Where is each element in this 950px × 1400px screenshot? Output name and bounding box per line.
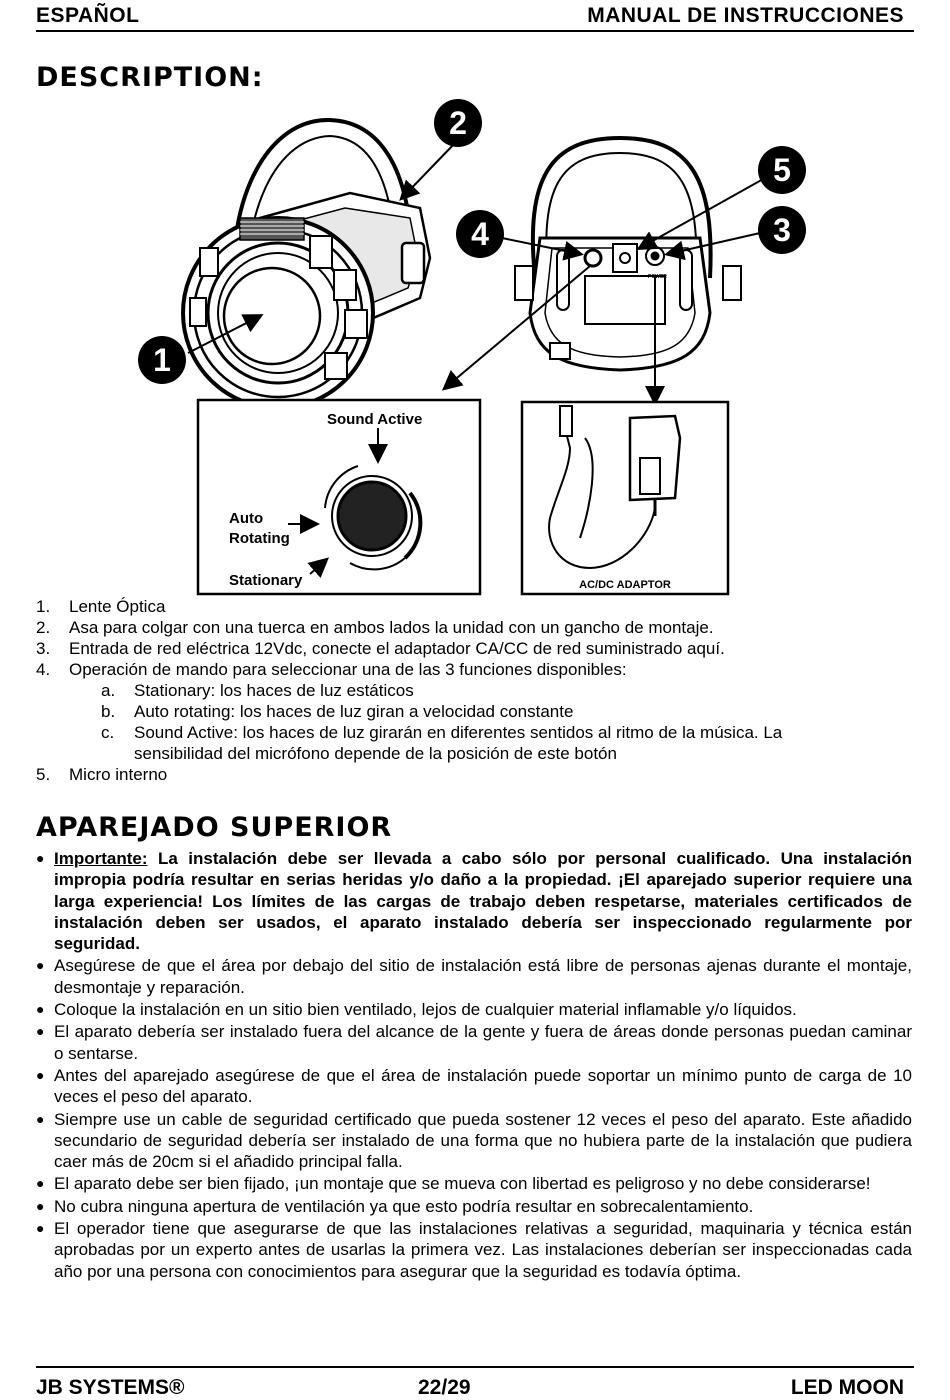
list-item: ● Siempre use un cable de seguridad certificado que pueda sostener 12 veces el peso del aparato. Este añadido secundario de seguridad debería ser instalado de una forma que no hubiera parte de la instalación que pudiera caer más de 20cm si el añadido principal falla. bbox=[36, 1109, 912, 1172]
header-manual-title: MANUAL DE INSTRUCCIONES bbox=[587, 4, 904, 27]
description-list bbox=[36, 596, 916, 785]
list-item: ● El aparato debe ser bien fijado, ¡un montaje que se mueva con libertad es peligroso y no debe considerarse! bbox=[36, 1174, 871, 1194]
important-label: Importante: bbox=[54, 849, 148, 868]
bullet-icon: ● bbox=[36, 850, 45, 866]
fixture-front-view bbox=[183, 120, 430, 408]
callout-3 bbox=[758, 206, 806, 254]
fixture-back-view bbox=[515, 138, 741, 370]
sub-list-item: c. Sound Active: los haces de luz girarán en diferentes sentidos al ritmo de la música. La sensibilidad del micrófono depende de la posición de este botón bbox=[101, 723, 783, 763]
bullet-icon: ● bbox=[36, 1023, 45, 1040]
rigging-bullets bbox=[36, 848, 912, 1283]
list-item: 4. Operación de mando para seleccionar una de las 3 funciones disponibles: bbox=[36, 660, 627, 679]
power-label: POWER bbox=[648, 274, 667, 280]
list-item: ● El aparato debería ser instalado fuera del alcance de la gente y fuera de áreas donde personas puedan caminar o sentarse. bbox=[36, 1022, 912, 1063]
sub-list-item: b. Auto rotating: los haces de luz giran a velocidad constante bbox=[101, 702, 574, 721]
list-item: ● Coloque la instalación en un sitio bien ventilado, lejos de cualquier material inflamable y/o líquidos. bbox=[36, 1000, 797, 1020]
list-item: 2. Asa para colgar con una tuerca en ambos lados la unidad con un gancho de montaje. bbox=[36, 618, 714, 637]
callout-5 bbox=[758, 146, 806, 194]
bullet-icon: ● bbox=[36, 1220, 45, 1237]
rotating-label: Rotating bbox=[229, 530, 290, 547]
page-number: 22/29 bbox=[418, 1376, 471, 1399]
bullet-icon: ● bbox=[36, 1197, 45, 1214]
stationary-label: Stationary bbox=[229, 572, 303, 589]
bullet-icon: ● bbox=[36, 1175, 45, 1192]
svg-text:1: 1 bbox=[153, 342, 171, 378]
bullet-icon: ● bbox=[36, 1110, 45, 1127]
adaptor-label: AC/DC ADAPTOR bbox=[579, 579, 671, 591]
important-bullet bbox=[36, 848, 912, 954]
footer-product: LED MOON bbox=[790, 1376, 904, 1399]
svg-text:5: 5 bbox=[773, 152, 791, 188]
svg-text:2: 2 bbox=[449, 105, 467, 141]
callout-2 bbox=[434, 99, 482, 147]
important-text: La instalación debe ser llevada a cabo sólo por personal cualificado. Una instalación impropia podría resultar en serias heridas y/o daño a la propiedad. ¡El aparejado superior requiere una larga experiencia! Los límites de las cargas de trabajo deben respetarse, materiales certificados de instalación deben ser usados, el aparato instalado debería ser inspeccionado regularmente por seguridad. bbox=[54, 849, 912, 954]
list-item: ● Antes del aparejado asegúrese de que el área de instalación puede soportar un mínimo punto de carga de 10 veces el peso del aparato. bbox=[36, 1065, 912, 1107]
list-item: 3. Entrada de red eléctrica 12Vdc, conecte el adaptador CA/CC de red suministrado aquí. bbox=[36, 639, 725, 658]
knob-panel bbox=[198, 400, 480, 594]
header-language: ESPAÑOL bbox=[36, 4, 140, 27]
sub-list-item: a. Stationary: los haces de luz estáticos bbox=[101, 681, 414, 700]
sound-active-label: Sound Active bbox=[327, 411, 423, 428]
list-item: 5. Micro interno bbox=[36, 765, 168, 784]
list-item: ● No cubra ninguna apertura de ventilación ya que esto podría resultar en sobrecalentamiento. bbox=[36, 1196, 754, 1216]
list-item: ● Asegúrese de que el área por debajo del sitio de instalación está libre de personas ajenas durante el montaje, desmontaje y reparación. bbox=[36, 956, 912, 997]
auto-label: Auto bbox=[229, 510, 264, 527]
bullet-icon: ● bbox=[36, 1066, 45, 1083]
rigging-title: APAREJADO SUPERIOR bbox=[36, 812, 393, 843]
page-footer bbox=[36, 1366, 914, 1399]
product-diagram bbox=[120, 98, 791, 598]
description-title: DESCRIPTION: bbox=[36, 62, 264, 93]
footer-brand: JB SYSTEMS® bbox=[36, 1376, 185, 1399]
svg-text:4: 4 bbox=[471, 216, 489, 252]
adaptor-panel bbox=[522, 402, 728, 594]
callout-1 bbox=[138, 336, 186, 384]
callout-4 bbox=[456, 210, 504, 258]
list-item: ● El operador tiene que asegurarse de que las instalaciones relativas a seguridad, maquinaria y técnica están aprobadas por un experto antes de usarlas la primera vez. Las instalaciones deberían ser inspeccionadas cada año por una persona con conocimientos para asegurar que la seguridad es todavía óptima. bbox=[36, 1219, 912, 1281]
page-header bbox=[36, 2, 914, 32]
bullet-icon: ● bbox=[36, 957, 45, 974]
bullet-icon: ● bbox=[36, 1001, 45, 1018]
list-item: 1. Lente Óptica bbox=[36, 597, 166, 616]
svg-text:3: 3 bbox=[773, 212, 791, 248]
